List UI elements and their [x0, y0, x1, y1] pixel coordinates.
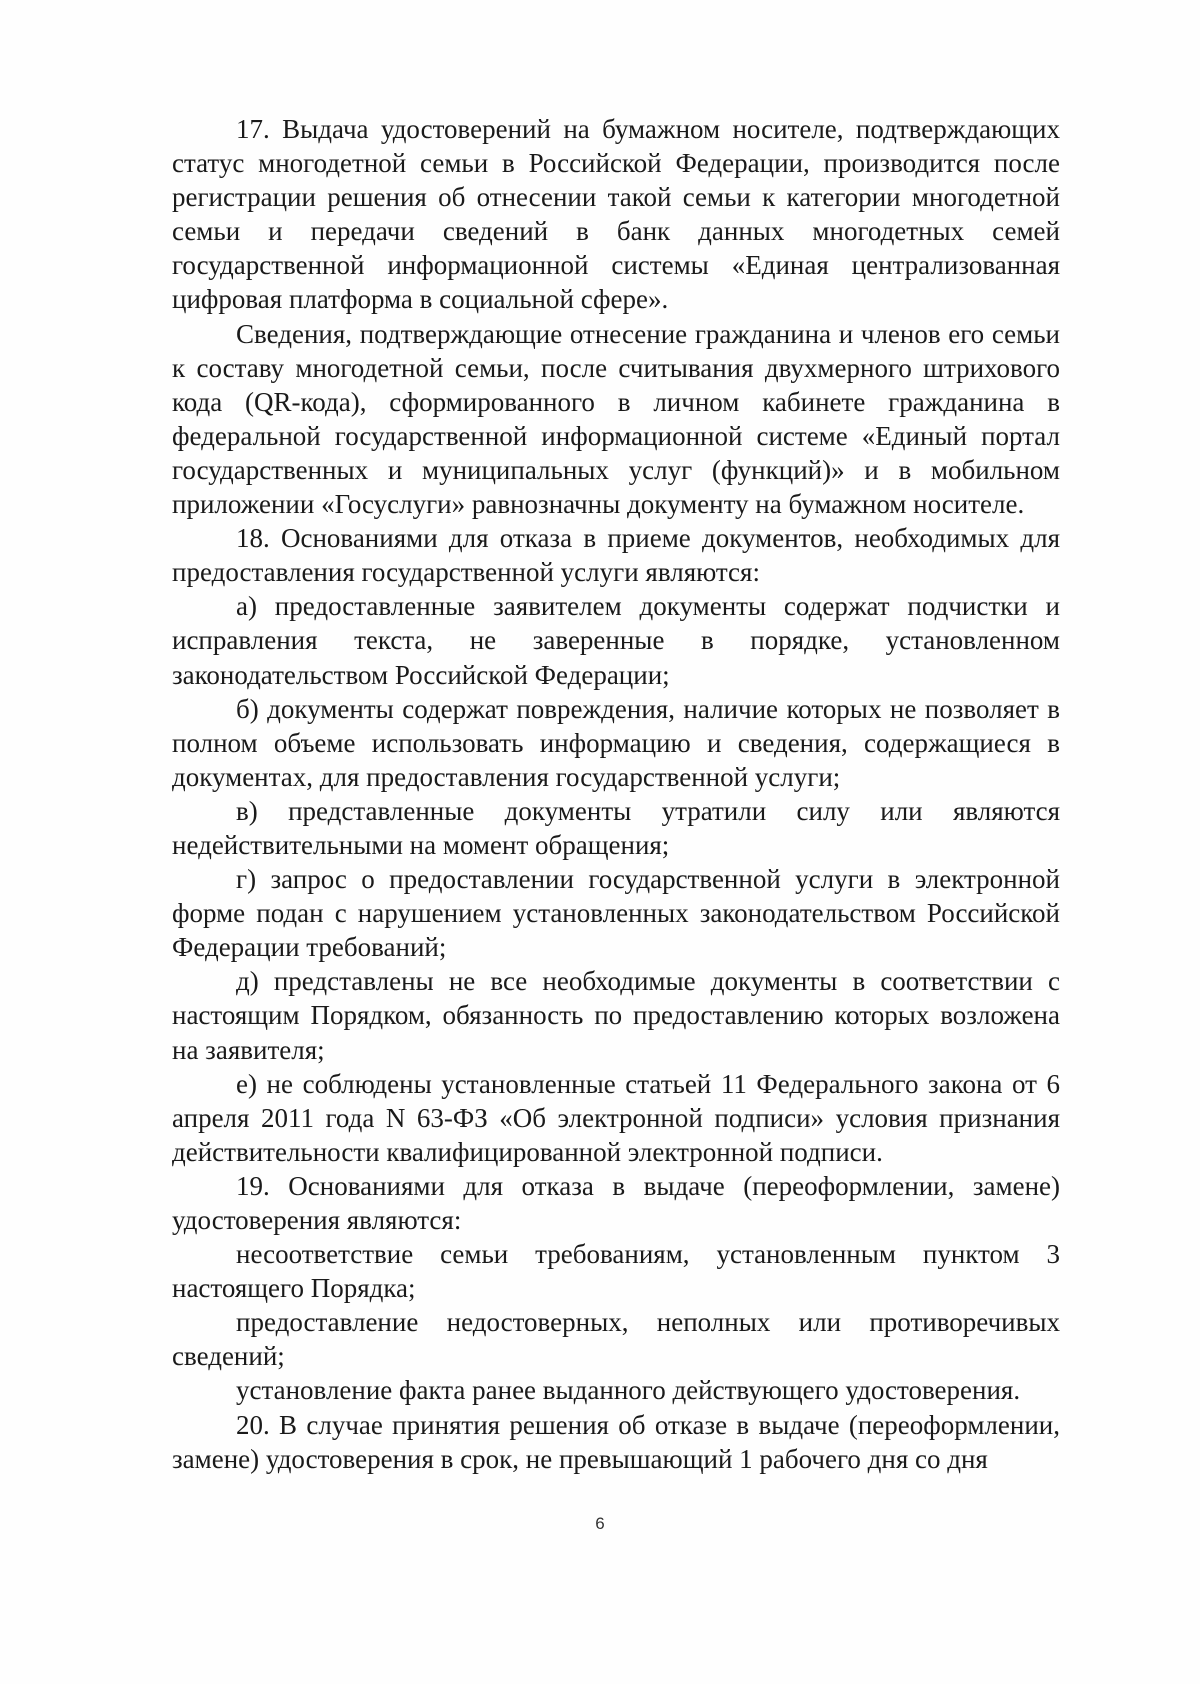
paragraph-20: 20. В случае принятия решения об отказе в выдаче (переоформлении, замене) удостоверения в срок, не превышающий 1 рабочего дня со дня	[172, 1409, 1060, 1474]
paragraph-17: 17. Выдача удостоверений на бумажном носителе, подтверждающих статус многодетной семьи в Российской Федерации, производится после регистрации решения об отнесении такой семьи к категории многодетной семьи и передачи сведений в банк данных многодетных семей государственной информационной системы «Единая централизованная цифровая платформа в социальной сфере».	[172, 114, 1060, 315]
paragraph-18: 18. Основаниями для отказа в приеме документов, необходимых для предоставления государственной услуги являются:	[172, 523, 1060, 588]
page-number: 6	[595, 1514, 605, 1533]
paragraph-19: 19. Основаниями для отказа в выдаче (переоформлении, замене) удостоверения являются:	[172, 1170, 1060, 1235]
document-body	[172, 112, 1060, 1476]
paragraph-19-item-2: предоставление недостоверных, неполных или противоречивых сведений;	[172, 1307, 1060, 1372]
paragraph-18-d: д) представлены не все необходимые документы в соответствии с настоящим Порядком, обязанность по предоставлению которых возложена на заявителя;	[172, 966, 1060, 1065]
paragraph-19-item-3: установление факта ранее выданного действующего удостоверения.	[236, 1375, 1021, 1406]
paragraph-18-e: е) не соблюдены установленные статьей 11 Федерального закона от 6 апреля 2011 года N 63-ФЗ «Об электронной подписи» условия признания действительности квалифицированной электронной подписи.	[172, 1068, 1060, 1167]
paragraph-qr-info: Сведения, подтверждающие отнесение гражданина и членов его семьи к составу многодетной семьи, после считывания двухмерного штрихового кода (QR-кода), сформированного в личном кабинете гражданина в федеральной государственной информационной системе «Единый портал государственных и муниципальных услуг (функций)» и в мобильном приложении «Госуслуги» равнозначны документу на бумажном носителе.	[172, 318, 1060, 520]
paragraph-18-b: б) документы содержат повреждения, наличие которых не позволяет в полном объеме использовать информацию и сведения, содержащиеся в документах, для предоставления государственной услуги;	[172, 693, 1060, 792]
paragraph-18-g: г) запрос о предоставлении государственной услуги в электронной форме подан с нарушением установленных законодательством Российской Федерации требований;	[172, 864, 1060, 963]
paragraph-19-item-1: несоответствие семьи требованиям, установленным пунктом 3 настоящего Порядка;	[172, 1239, 1060, 1304]
paragraph-18-a: а) предоставленные заявителем документы содержат подчистки и исправления текста, не заверенные в порядке, установленном законодательством Российской Федерации;	[172, 591, 1060, 690]
paragraph-18-v: в) представленные документы утратили силу или являются недействительными на момент обращения;	[172, 795, 1060, 860]
